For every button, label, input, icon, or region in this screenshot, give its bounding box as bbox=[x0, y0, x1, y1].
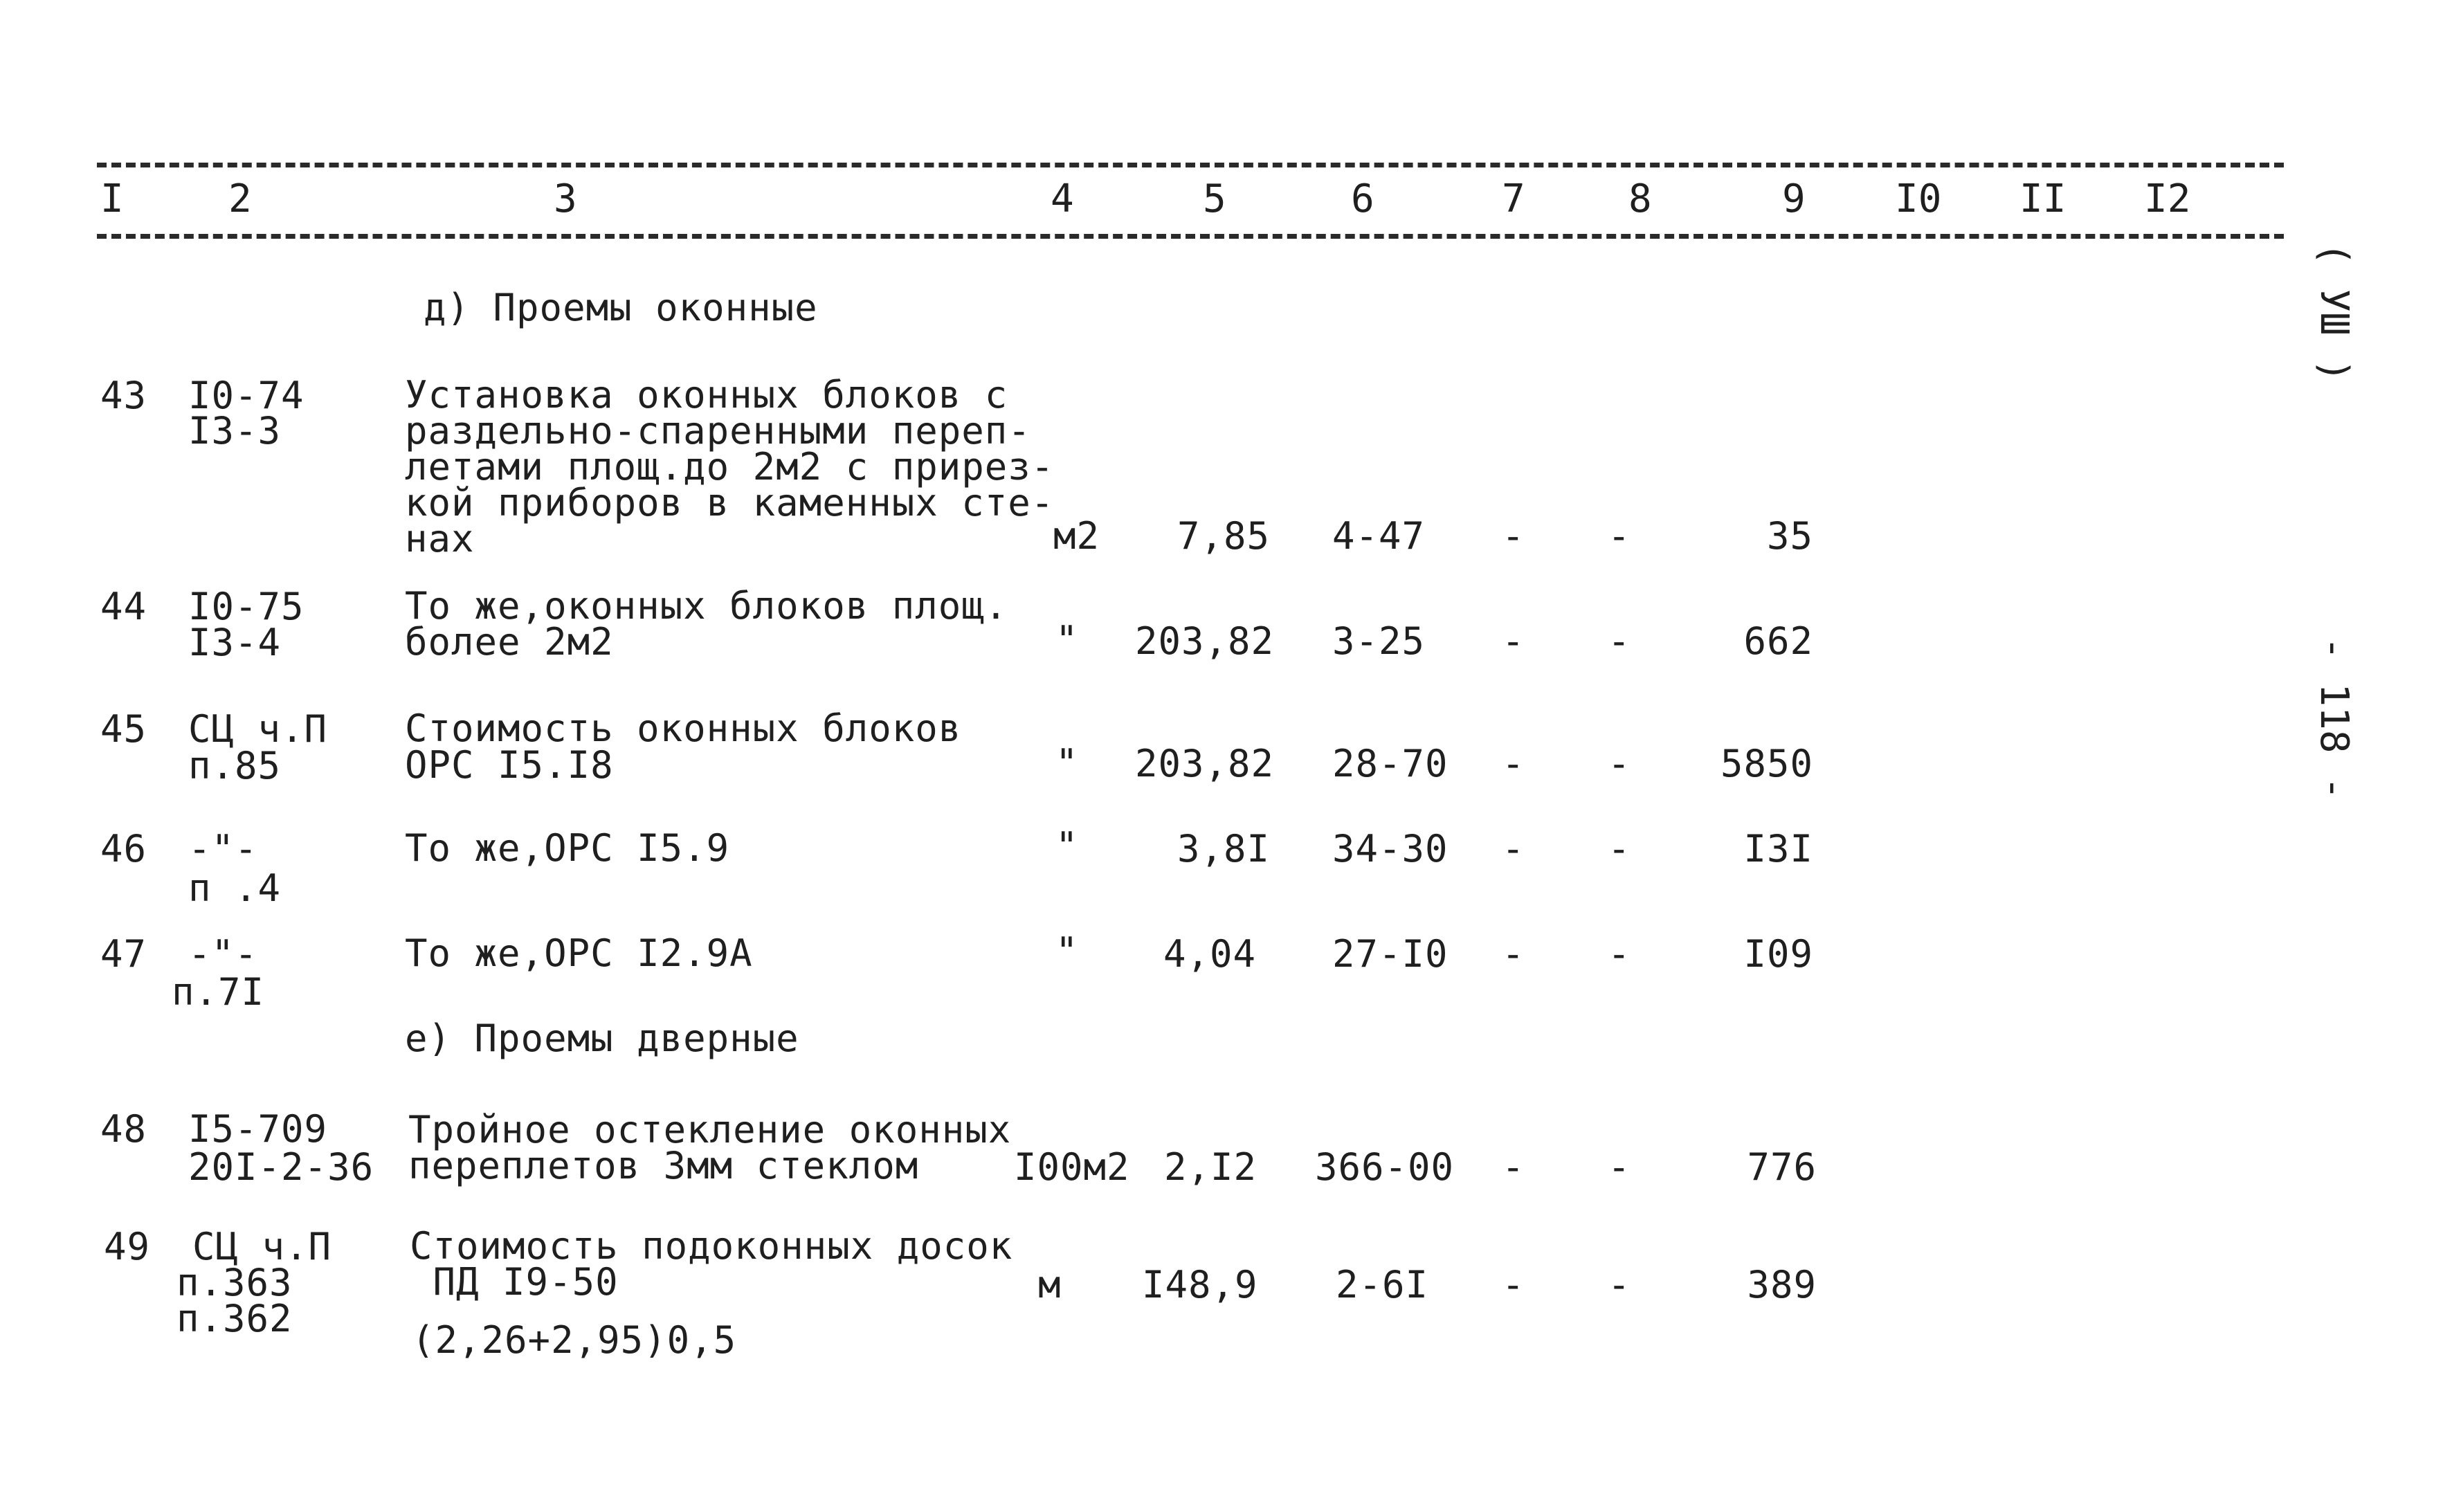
row-48-unit: I00м2 bbox=[1014, 1145, 1130, 1189]
row-47-qty: 4,04 bbox=[1163, 932, 1256, 976]
header-col-7: 7 bbox=[1502, 176, 1525, 221]
header-col-6: 6 bbox=[1351, 176, 1374, 221]
header-col-12: I2 bbox=[2144, 176, 2191, 221]
row-47-unit: " bbox=[1055, 929, 1079, 973]
header-col-2: 2 bbox=[228, 176, 252, 221]
row-43-price: 4-47 bbox=[1332, 514, 1426, 558]
row-49-qty: I48,9 bbox=[1142, 1263, 1258, 1306]
row-43-desc-5: нах bbox=[405, 517, 475, 561]
row-49-desc-1: Стоимость подоконных досок bbox=[410, 1224, 1013, 1268]
row-45-unit: " bbox=[1055, 741, 1079, 785]
row-44-unit: " bbox=[1055, 618, 1079, 662]
header-col-8: 8 bbox=[1628, 176, 1652, 221]
row-45-desc-2: ОРС I5.I8 bbox=[405, 743, 614, 787]
row-49-price: 2-6I bbox=[1336, 1263, 1429, 1306]
row-44-col8: - bbox=[1608, 619, 1631, 663]
row-49-total: 389 bbox=[1747, 1263, 1817, 1306]
row-44-code-2: I3-4 bbox=[188, 621, 282, 664]
row-45-col8: - bbox=[1608, 742, 1631, 785]
row-46-code-2: п .4 bbox=[188, 866, 282, 910]
row-44-desc-2: более 2м2 bbox=[405, 620, 614, 664]
row-45-qty: 203,82 bbox=[1135, 742, 1275, 785]
row-46-number: 46 bbox=[100, 827, 147, 871]
row-47-total: I09 bbox=[1743, 932, 1813, 976]
row-49-number: 49 bbox=[104, 1225, 151, 1268]
row-47-col8: - bbox=[1608, 932, 1631, 976]
page-number: - 118 - bbox=[2312, 637, 2356, 801]
row-47-col7: - bbox=[1502, 932, 1525, 976]
row-49-desc-2: ПД I9-50 bbox=[410, 1260, 619, 1304]
row-43-desc-1: Установка оконных блоков с bbox=[405, 373, 1008, 417]
row-45-total: 5850 bbox=[1720, 742, 1813, 785]
header-col-4: 4 bbox=[1051, 176, 1074, 221]
row-46-col8: - bbox=[1608, 827, 1631, 871]
volume-label: ( УШ ) bbox=[2312, 242, 2356, 383]
row-43-unit: м2 bbox=[1053, 514, 1100, 558]
row-43-code-2: I3-3 bbox=[188, 409, 282, 453]
row-46-desc-1: То же,ОРС I5.9 bbox=[405, 826, 730, 870]
row-49-unit: м bbox=[1038, 1263, 1062, 1306]
row-45-col7: - bbox=[1502, 742, 1525, 785]
row-46-qty: 3,8I bbox=[1177, 827, 1270, 871]
header-top-rule bbox=[97, 163, 2284, 167]
row-45-price: 28-70 bbox=[1332, 742, 1449, 785]
row-48-price: 366-00 bbox=[1315, 1145, 1455, 1189]
row-43-total: 35 bbox=[1766, 514, 1813, 558]
section-heading-windows: д) Проемы оконные bbox=[424, 286, 818, 329]
row-49-col8: - bbox=[1608, 1263, 1631, 1306]
header-col-5: 5 bbox=[1203, 176, 1226, 221]
row-43-col7: - bbox=[1502, 514, 1525, 558]
row-48-number: 48 bbox=[100, 1107, 147, 1151]
section-heading-doors: е) Проемы дверные bbox=[405, 1017, 799, 1060]
header-col-1: I bbox=[100, 176, 124, 221]
row-44-desc-1: То же,оконных блоков площ. bbox=[405, 584, 1008, 628]
row-49-code-1: СЦ ч.П bbox=[192, 1225, 332, 1268]
row-45-code-2: п.85 bbox=[188, 744, 282, 787]
row-45-desc-1: Стоимость оконных блоков bbox=[405, 707, 962, 750]
row-46-col7: - bbox=[1502, 827, 1525, 871]
row-43-col8: - bbox=[1608, 514, 1631, 558]
row-43-code-1: I0-74 bbox=[188, 374, 305, 417]
row-48-qty: 2,I2 bbox=[1164, 1145, 1257, 1189]
row-48-col8: - bbox=[1608, 1145, 1631, 1189]
row-49-code-3: п.362 bbox=[176, 1297, 293, 1340]
header-bottom-rule bbox=[97, 234, 2284, 239]
row-47-number: 47 bbox=[100, 932, 147, 976]
row-48-desc-2: переплетов 3мм стеклом bbox=[408, 1144, 919, 1187]
row-44-col7: - bbox=[1502, 619, 1525, 663]
row-47-code-2: п.7I bbox=[172, 970, 265, 1014]
row-43-desc-2: раздельно-спаренными переп- bbox=[405, 409, 1031, 453]
row-48-code-1: I5-709 bbox=[188, 1107, 328, 1151]
row-46-code-1: -"- bbox=[188, 827, 258, 871]
row-45-number: 45 bbox=[100, 707, 147, 751]
row-49-col7: - bbox=[1502, 1263, 1525, 1306]
row-43-desc-4: кой приборов в каменных сте- bbox=[405, 481, 1055, 525]
row-48-col7: - bbox=[1502, 1145, 1525, 1189]
row-49-formula: (2,26+2,95)0,5 bbox=[412, 1318, 737, 1362]
row-49-code-2: п.363 bbox=[176, 1261, 293, 1304]
row-44-qty: 203,82 bbox=[1135, 619, 1275, 663]
header-col-11: II bbox=[2019, 176, 2067, 221]
row-44-code-1: I0-75 bbox=[188, 585, 305, 628]
row-44-number: 44 bbox=[100, 585, 147, 628]
row-43-number: 43 bbox=[100, 374, 147, 417]
row-46-unit: " bbox=[1055, 824, 1079, 868]
row-48-code-2: 20I-2-36 bbox=[188, 1145, 374, 1189]
row-47-code-1: -"- bbox=[188, 932, 258, 976]
header-col-9: 9 bbox=[1782, 176, 1806, 221]
row-44-total: 662 bbox=[1743, 619, 1813, 663]
row-46-total: I3I bbox=[1743, 827, 1813, 871]
row-43-qty: 7,85 bbox=[1177, 514, 1270, 558]
row-47-price: 27-I0 bbox=[1332, 932, 1449, 976]
row-43-desc-3: летами площ.до 2м2 с прирез- bbox=[405, 445, 1055, 489]
row-46-price: 34-30 bbox=[1332, 827, 1449, 871]
header-col-3: 3 bbox=[554, 176, 577, 221]
row-47-desc-1: То же,ОРС I2.9А bbox=[405, 931, 753, 975]
row-48-desc-1: Тройное остекление оконных bbox=[408, 1108, 1012, 1151]
row-48-total: 776 bbox=[1747, 1145, 1817, 1189]
header-col-10: I0 bbox=[1895, 176, 1942, 221]
row-45-code-1: СЦ ч.П bbox=[188, 707, 328, 751]
row-44-price: 3-25 bbox=[1332, 619, 1426, 663]
